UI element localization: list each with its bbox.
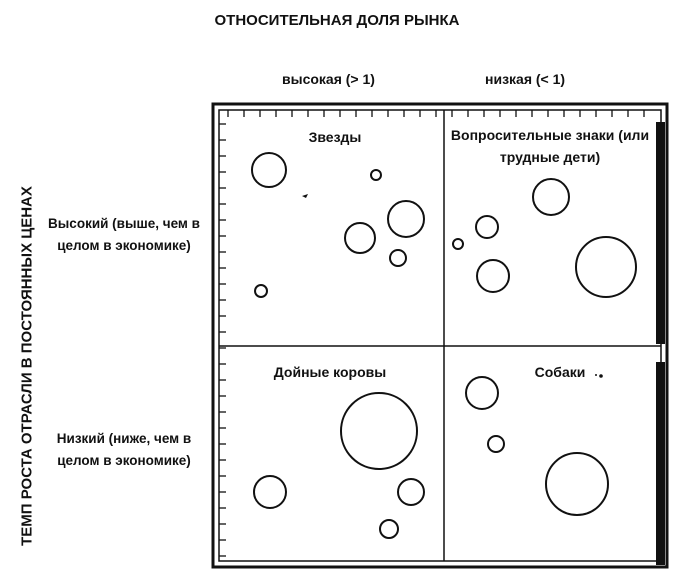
bubble xyxy=(380,520,398,538)
bubble xyxy=(476,216,498,238)
bubble xyxy=(388,201,424,237)
bubble xyxy=(371,170,381,180)
bubble xyxy=(390,250,406,266)
tick-marks xyxy=(219,110,644,556)
bubble xyxy=(255,285,267,297)
quadrant-label-dogs: Собаки xyxy=(534,364,586,380)
bubble xyxy=(254,476,286,508)
right-edge-bar-bottom xyxy=(656,362,665,565)
bubble xyxy=(252,153,286,187)
bubble xyxy=(341,393,417,469)
bubble xyxy=(576,237,636,297)
bubble xyxy=(466,377,498,409)
quadrant-label-question-marks: Вопросительные знаки (или трудные дети) xyxy=(450,127,650,165)
quadrant-label-cash-cows: Дойные коровы xyxy=(273,364,387,380)
bubble xyxy=(546,453,608,515)
matrix-outer-border xyxy=(213,104,667,567)
bubble xyxy=(477,260,509,292)
bubble xyxy=(453,239,463,249)
bubble xyxy=(533,179,569,215)
row-label-high-growth: Высокий (выше, чем в целом в экономике) xyxy=(48,216,200,253)
bubble xyxy=(398,479,424,505)
growth-rate-axis-title: ТЕМП РОСТА ОТРАСЛИ В ПОСТОЯННЫХ ЦЕНАХ xyxy=(18,186,36,546)
bubble xyxy=(345,223,375,253)
quadrant-label-stars: Звезды xyxy=(308,129,362,145)
ink-speck xyxy=(302,194,308,198)
column-label-high-share: высокая (> 1) xyxy=(282,71,375,87)
right-edge-bar-top xyxy=(656,122,665,344)
market-share-title: ОТНОСИТЕЛЬНАЯ ДОЛЯ РЫНКА xyxy=(214,12,460,29)
column-label-low-share: низкая (< 1) xyxy=(485,71,566,87)
bubble xyxy=(488,436,504,452)
row-label-low-growth: Низкий (ниже, чем в целом в экономике) xyxy=(56,431,192,468)
